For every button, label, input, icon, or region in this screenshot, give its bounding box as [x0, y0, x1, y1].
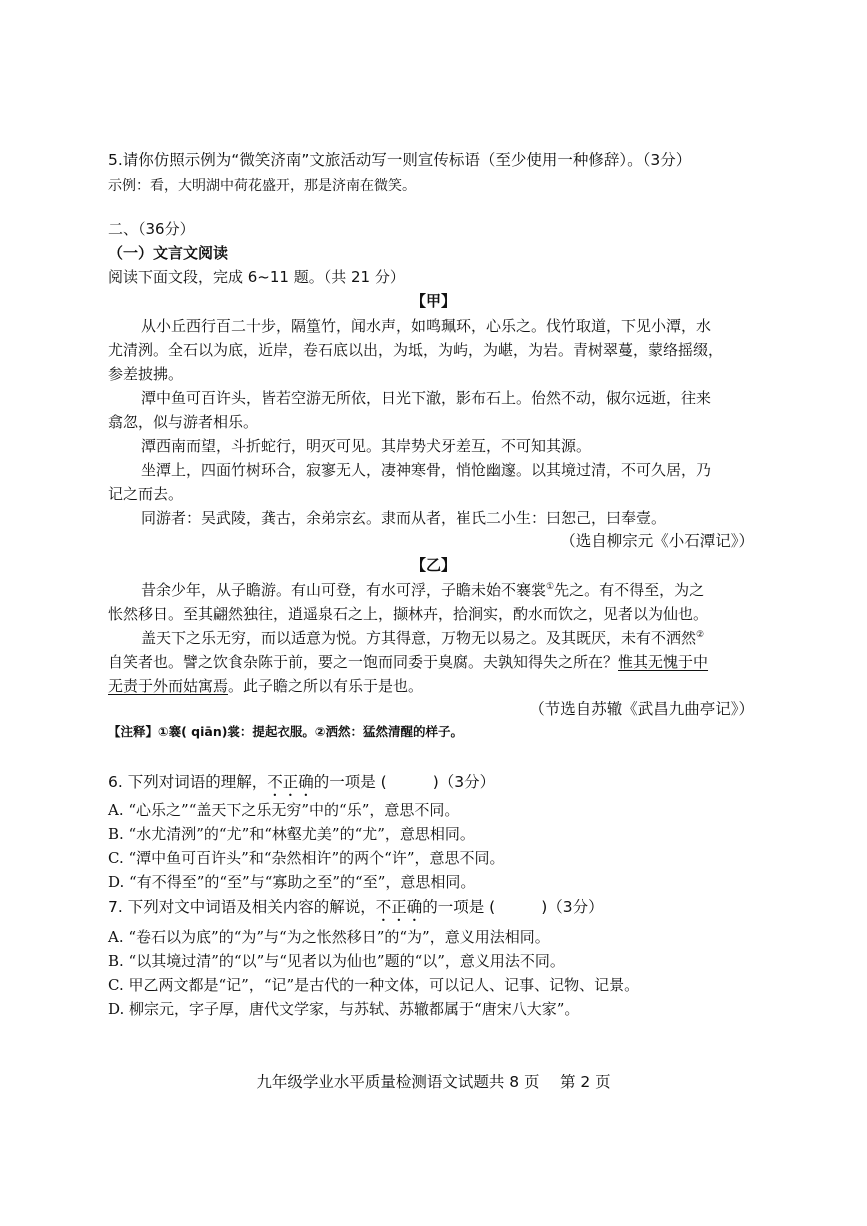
question-7: 7. 下列对文中词语及相关内容的解说，不正确的一项是 ( )（3分）: [108, 898, 604, 916]
q7-option: C. 甲乙两文都是“记”，“记”是古代的一种文体，可以记人、记事、记物、记景。: [108, 976, 640, 994]
underlined-sentence: 惟其无愧于中: [618, 653, 709, 671]
passage-jia-line: 潭西南而望，斗折蛇行，明灭可见。其岸势犬牙差互，不可知其源。: [141, 437, 592, 455]
question-5: 5.请你仿照示例为“微笑济南”文旅活动写一则宣传标语（至少使用一种修辞）。（3分）: [108, 151, 692, 169]
subsection-heading: （一）文言文阅读: [108, 244, 229, 262]
question-6: 6. 下列对词语的理解，不正确的一项是 ( )（3分）: [108, 773, 496, 791]
q7-option: A. “卷石以为底”的“为”与“为之怅然移日”的“为”，意义用法相同。: [108, 928, 550, 946]
passage-jia-title: 【甲】: [410, 292, 456, 310]
passage-jia-source: （选自柳宗元《小石潭记》）: [560, 532, 754, 550]
passage-jia-line: 翕忽，似与游者相乐。: [108, 413, 259, 431]
emphasis-text: 不正确: [375, 898, 423, 916]
passage-jia-line: 潭中鱼可百许头，皆若空游无所依，日光下澈，影布石上。佁然不动，俶尔远逝，往来: [141, 389, 712, 407]
section-heading: 二、（36分）: [108, 220, 195, 238]
passage-jia-line: 参差披拂。: [108, 365, 184, 383]
q6-option: C. “潭中鱼可百许头”和“杂然相许”的两个“许”，意思不同。: [108, 849, 505, 867]
underlined-sentence: 无责于外而姑寓焉: [108, 677, 229, 695]
passage-jia-line: 坐潭上，四面竹树环合，寂寥无人，凄神寒骨，悄怆幽邃。以其境过清，不可久居，乃: [141, 461, 712, 479]
passage-yi-line: 怅然移日。至其翩然独往，逍遥泉石之上，撷林卉，拾涧实，酌水而饮之，见者以为仙也。: [108, 605, 709, 623]
passage-yi-line: 自笑者也。譬之饮食杂陈于前，要之一饱而同委于臭腐。夫孰知得失之所在？惟其无愧于中: [108, 653, 709, 671]
passage-jia-line: 记之而去。: [108, 485, 184, 503]
annotations: 【注释】①褰( qiān)裳：提起衣服。②洒然：猛然清醒的样子。: [108, 724, 464, 739]
q6-option: D. “有不得至”的“至”与“寡助之至”的“至”，意思相同。: [108, 873, 476, 891]
footnote-marker: ②: [696, 630, 705, 640]
emphasis-text: 不正确: [267, 773, 314, 791]
passage-yi-line: 昔余少年，从子瞻游。有山可登，有水可浮，子瞻未始不褰裳①先之。有不得至，为之: [141, 581, 705, 599]
passage-jia-line: 从小丘西行百二十步，隔篁竹，闻水声，如鸣珮环，心乐之。伐竹取道，下见小潭，水: [141, 317, 712, 335]
passage-yi-source: （节选自苏辙《武昌九曲亭记》）: [529, 700, 754, 718]
q6-option: A. “心乐之”“盖天下之乐无穷”中的“乐”，意思不同。: [108, 801, 460, 819]
page-footer: 九年级学业水平质量检测语文试题共 8 页 第 2 页: [256, 1073, 611, 1091]
passage-jia-line: 同游者：吴武陵，龚古，余弟宗玄。隶而从者，崔氏二小生：曰恕己，曰奉壹。: [141, 509, 667, 527]
passage-jia-line: 尤清洌。全石以为底，近岸，卷石底以出，为坻，为屿，为嵁，为岩。青树翠蔓，蒙络摇缀，: [108, 341, 724, 359]
passage-yi-line: 无责于外而姑寓焉。此子瞻之所以有乐于是也。: [108, 677, 424, 695]
reading-instruction: 阅读下面文段，完成 6~11 题。（共 21 分）: [108, 268, 405, 286]
question-5-example: 示例：看，大明湖中荷花盛开，那是济南在微笑。: [108, 178, 416, 194]
footnote-marker: ①: [546, 582, 555, 592]
q7-option: D. 柳宗元，字子厚，唐代文学家，与苏轼、苏辙都属于“唐宋八大家”。: [108, 1000, 580, 1018]
passage-yi-title: 【乙】: [410, 556, 456, 574]
passage-yi-line: 盖天下之乐无穷，而以适意为悦。方其得意，万物无以易之。及其既厌，未有不洒然②: [141, 629, 705, 647]
q7-option: B. “以其境过清”的“以”与“见者以为仙也”题的“以”，意义用法不同。: [108, 952, 565, 970]
q6-option: B. “水尤清洌”的“尤”和“林壑尤美”的“尤”，意思相同。: [108, 825, 475, 843]
